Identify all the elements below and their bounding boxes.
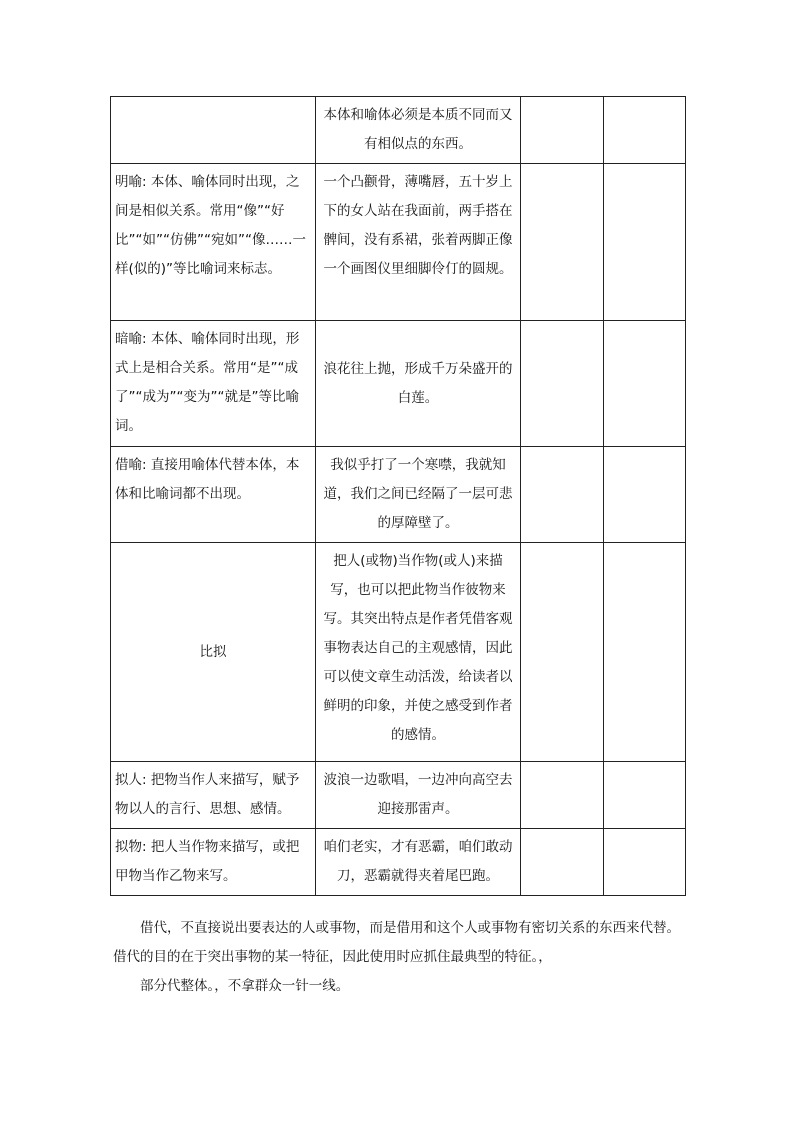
- type-cell: 拟人: 把物当作人来描写，赋予物以人的言行、思想、感情。: [111, 762, 316, 829]
- blank-cell: [604, 97, 686, 164]
- type-cell: 拟物: 把人当作物来描写，或把甲物当作乙物来写。: [111, 829, 316, 896]
- blank-cell: [521, 829, 604, 896]
- type-cell: [111, 97, 316, 164]
- example-cell: 咱们老实，才有恶霸，咱们敢动刀，恶霸就得夹着尾巴跑。: [316, 829, 521, 896]
- table-row: [111, 543, 686, 762]
- type-cell: 借喻: 直接用喻体代替本体，本体和比喻词都不出现。: [111, 447, 316, 543]
- table-row: [111, 447, 686, 543]
- blank-cell: [521, 543, 604, 762]
- type-cell: 比拟: [111, 543, 316, 762]
- type-cell: 明喻: 本体、喻体同时出现，之间是相似关系。常用“像”“好比”“如”“仿佛”“宛如”“像……一样(似的)”等比喻词来标志。: [111, 164, 316, 321]
- table-row: [111, 829, 686, 896]
- blank-cell: [604, 321, 686, 447]
- blank-cell: [604, 543, 686, 762]
- part-for-whole-paragraph: 部分代整体。，不拿群众一针一线。: [140, 978, 350, 994]
- table-row: [111, 97, 686, 164]
- blank-cell: [521, 447, 604, 543]
- metonymy-paragraph: 借代，不直接说出要表达的人或事物，而是借用和这个人或事物有密切关系的东西来代替。借代的目的在于突出事物的某一特征，因此使用时应抓住最典型的特征。，: [113, 920, 680, 965]
- table-row: [111, 164, 686, 321]
- type-cell: 暗喻: 本体、喻体同时出现，形式上是相合关系。常用“是”“成了”“成为”“变为”“就是”等比喻词。: [111, 321, 316, 447]
- table-row: [111, 762, 686, 829]
- example-cell: 波浪一边歌唱，一边冲向高空去迎接那雷声。: [316, 762, 521, 829]
- blank-cell: [604, 164, 686, 321]
- blank-cell: [521, 321, 604, 447]
- blank-cell: [521, 164, 604, 321]
- blank-cell: [604, 829, 686, 896]
- example-cell: 我似乎打了一个寒噤，我就知道，我们之间已经隔了一层可悲的厚障壁了。: [316, 447, 521, 543]
- example-cell: 浪花往上抛，形成千万朵盛开的白莲。: [316, 321, 521, 447]
- blank-cell: [604, 447, 686, 543]
- blank-cell: [521, 762, 604, 829]
- example-cell: 本体和喻体必须是本质不同而又有相似点的东西。: [316, 97, 521, 164]
- rhetoric-table: [110, 96, 686, 896]
- blank-cell: [604, 762, 686, 829]
- example-cell: 一个凸颧骨，薄嘴唇，五十岁上下的女人站在我面前，两手搭在髀间，没有系裙，张着两脚正像一个画图仪里细脚伶仃的圆规。: [316, 164, 521, 321]
- blank-cell: [521, 97, 604, 164]
- example-cell: 把人(或物)当作物(或人)来描写，也可以把此物当作彼物来写。其突出特点是作者凭借客观事物表达自己的主观感情，因此可以使文章生动活泼，给读者以鲜明的印象，并使之感受到作者的感情。: [316, 543, 521, 762]
- table-row: [111, 321, 686, 447]
